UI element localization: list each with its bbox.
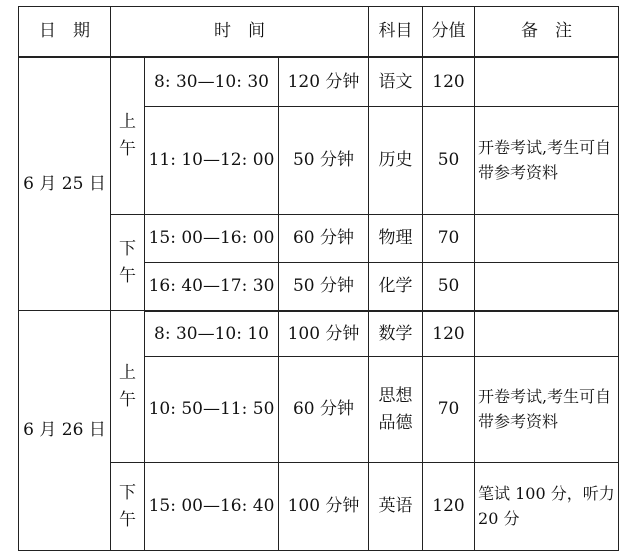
period-label: 上 午 <box>111 57 145 215</box>
duration-cell: 50 分钟 <box>279 107 369 215</box>
subject-cell: 数学 <box>369 311 423 357</box>
note-cell <box>475 263 619 311</box>
table-row <box>19 311 619 357</box>
subject-cell: 思想 品德 <box>369 357 423 463</box>
note-cell: 开卷考试,考生可自带参考资料 <box>475 107 619 215</box>
time-cell: 8: 30—10: 10 <box>145 311 279 357</box>
duration-cell: 50 分钟 <box>279 263 369 311</box>
subject-cell: 语文 <box>369 57 423 107</box>
date-cell: 6 月 25 日 <box>19 57 111 311</box>
time-cell: 15: 00—16: 00 <box>145 215 279 263</box>
time-cell: 15: 00—16: 40 <box>145 463 279 551</box>
header-note: 备 注 <box>475 7 619 57</box>
time-cell: 11: 10—12: 00 <box>145 107 279 215</box>
time-cell: 8: 30—10: 30 <box>145 57 279 107</box>
subject-cell: 历史 <box>369 107 423 215</box>
header-date: 日 期 <box>19 7 111 57</box>
duration-cell: 60 分钟 <box>279 357 369 463</box>
score-cell: 120 <box>423 57 475 107</box>
period-label: 下 午 <box>111 215 145 311</box>
note-cell: 笔试 100 分，听力 20 分 <box>475 463 619 551</box>
header-score: 分值 <box>423 7 475 57</box>
time-cell: 16: 40—17: 30 <box>145 263 279 311</box>
note-cell <box>475 311 619 357</box>
time-cell: 10: 50—11: 50 <box>145 357 279 463</box>
score-cell: 50 <box>423 263 475 311</box>
exam-schedule-table <box>18 6 619 551</box>
duration-cell: 100 分钟 <box>279 311 369 357</box>
duration-cell: 120 分钟 <box>279 57 369 107</box>
score-cell: 70 <box>423 357 475 463</box>
period-label: 下 午 <box>111 463 145 551</box>
period-label: 上 午 <box>111 311 145 463</box>
note-cell: 开卷考试,考生可自带参考资料 <box>475 357 619 463</box>
score-cell: 120 <box>423 463 475 551</box>
subject-cell: 物理 <box>369 215 423 263</box>
subject-cell: 化学 <box>369 263 423 311</box>
header-row <box>19 7 619 57</box>
note-cell <box>475 57 619 107</box>
header-subject: 科目 <box>369 7 423 57</box>
duration-cell: 60 分钟 <box>279 215 369 263</box>
table-row <box>19 57 619 107</box>
score-cell: 120 <box>423 311 475 357</box>
subject-cell: 英语 <box>369 463 423 551</box>
header-time: 时 间 <box>111 7 369 57</box>
duration-cell: 100 分钟 <box>279 463 369 551</box>
note-cell <box>475 215 619 263</box>
score-cell: 70 <box>423 215 475 263</box>
date-cell: 6 月 26 日 <box>19 311 111 551</box>
score-cell: 50 <box>423 107 475 215</box>
